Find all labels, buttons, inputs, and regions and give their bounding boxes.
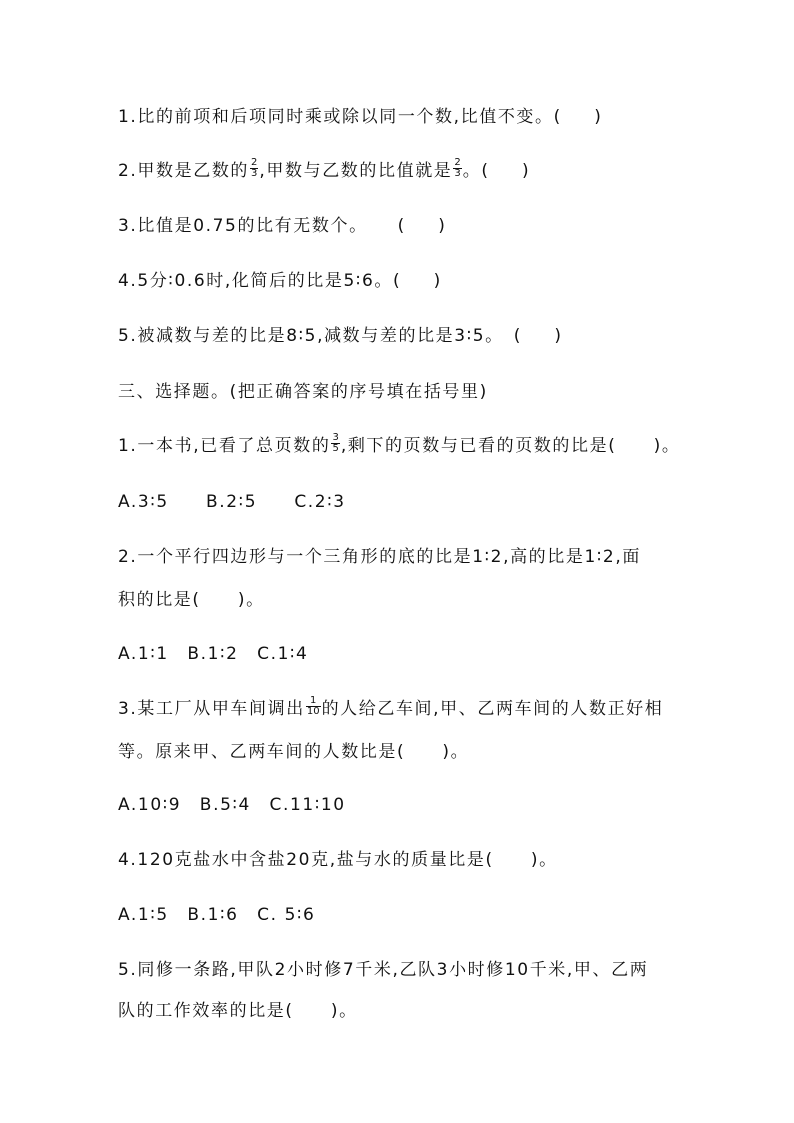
question-1-pre: 1.一本书,已看了总页数的 xyxy=(118,436,331,456)
judge-item-5-text: 5.被减数与差的比是8∶5,减数与差的比是3∶5。 xyxy=(118,326,504,346)
fraction-denominator: 3 xyxy=(454,167,461,179)
answer-blank[interactable]: ( ) xyxy=(513,326,562,346)
judge-item-4 xyxy=(118,269,684,293)
fraction-numerator: 1 xyxy=(306,696,321,707)
choice-options-4: A.1∶5 B.1∶6 C. 5∶6 xyxy=(118,905,316,925)
fraction xyxy=(453,158,461,179)
fraction-numerator: 3 xyxy=(332,431,339,443)
answer-blank[interactable]: ( ) xyxy=(481,161,529,181)
fraction xyxy=(306,696,321,717)
choice-question-2-line1: 2.一个平行四边形与一个三角形的底的比是1∶2,高的比是1∶2,面 xyxy=(118,547,641,567)
choice-question-4: 4.120克盐水中含盐20克,盐与水的质量比是( )。 xyxy=(118,850,558,870)
judge-item-1-text: 1.比的前项和后项同时乘或除以同一个数,比值不变。 xyxy=(118,107,554,127)
fraction-numerator: 2 xyxy=(454,156,461,168)
choice-question-3-line2: 等。原来甲、乙两车间的人数比是( )。 xyxy=(118,742,470,762)
fraction-denominator: 10 xyxy=(306,705,320,717)
choice-options-2: A.1∶1 B.1∶2 C.1∶4 xyxy=(118,644,309,664)
fraction xyxy=(331,433,339,454)
section-heading: 三、选择题。(把正确答案的序号填在括号里) xyxy=(118,382,488,402)
choice-question-1 xyxy=(118,431,684,458)
question-1-post: ,剩下的页数与已看的页数的比是( )。 xyxy=(340,436,681,456)
judge-item-2-pre: 2.甲数是乙数的 xyxy=(118,161,250,181)
answer-blank[interactable]: ( ) xyxy=(397,216,445,236)
answer-blank[interactable]: ( ) xyxy=(553,107,601,127)
choice-options-1: A.3∶5 B.2∶5 C.2∶3 xyxy=(118,492,346,512)
fraction-denominator: 5 xyxy=(332,442,339,454)
fraction-denominator: 3 xyxy=(251,167,258,179)
choice-question-5-line2: 队的工作效率的比是( )。 xyxy=(118,1001,358,1021)
choice-options-3: A.10∶9 B.5∶4 C.11∶10 xyxy=(118,795,346,815)
choice-question-2-line2: 积的比是( )。 xyxy=(118,590,265,610)
question-3-pre: 3.某工厂从甲车间调出 xyxy=(118,699,305,719)
answer-blank[interactable]: ( ) xyxy=(392,271,441,291)
choice-question-3-line1 xyxy=(118,694,684,721)
judge-item-2-mid: ,甲数与乙数的比值就是 xyxy=(259,161,453,181)
fraction xyxy=(250,158,258,179)
judge-item-4-text: 4.5分∶0.6时,化简后的比是5∶6。 xyxy=(118,271,393,291)
judge-item-1 xyxy=(118,105,684,129)
fraction-numerator: 2 xyxy=(251,156,258,168)
judge-item-2 xyxy=(118,156,684,183)
judge-item-3-text: 3.比值是0.75的比有无数个。 xyxy=(118,216,368,236)
judge-item-3 xyxy=(118,214,684,238)
judge-item-2-post: 。 xyxy=(462,161,482,181)
judge-item-5 xyxy=(118,324,684,348)
question-3-post: 的人给乙车间,甲、乙两车间的人数正好相 xyxy=(321,699,664,719)
choice-question-5-line1: 5.同修一条路,甲队2小时修7千米,乙队3小时修10千米,甲、乙两 xyxy=(118,960,649,980)
